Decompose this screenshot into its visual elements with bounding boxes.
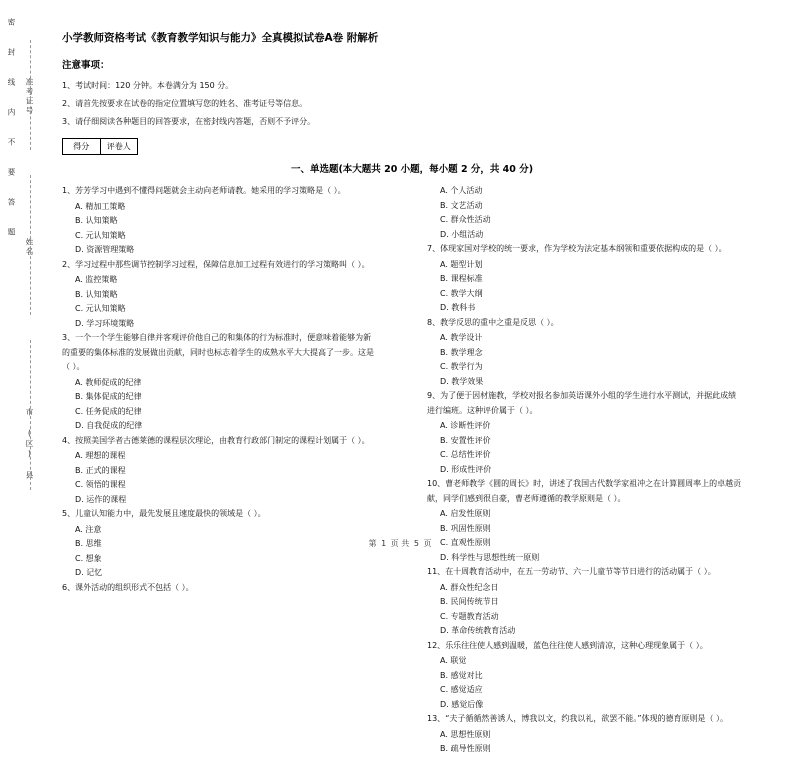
option-item: D. 资源管理策略 xyxy=(75,245,135,254)
question-stem: 10、曹老师教学《圆的周长》时，讲述了我国古代数学家祖冲之在计算圆周率上的卓越贡献，同学们感到很自豪，曹老师遵循的教学原则是（ ）。 xyxy=(427,479,742,503)
section-title: 一、单选题(本大题共 20 小题，每小题 2 分，共 40 分) xyxy=(290,164,534,175)
option-item: A. 联觉 xyxy=(440,656,467,665)
option-item: D. 记忆 xyxy=(75,568,103,577)
option-item: A. 教学设计 xyxy=(440,333,483,342)
option-item: B. 民间传统节日 xyxy=(440,597,499,606)
option-item: C. 专题教育活动 xyxy=(440,611,499,621)
option-item: B. 教学理念 xyxy=(440,347,483,357)
option-item: B. 巩固性原则 xyxy=(440,523,491,533)
option-item: B. 课程标准 xyxy=(440,274,483,283)
footer-page-number: 1 xyxy=(381,539,387,548)
question-stem: 3、一个一个学生能够自律并客观评价他自己的和集体的行为标准时，便意味着能够为新的重要的集体标准的发展做出贡献，同时也标志着学生的成熟水平大大提高了一步。这是（ ）。 xyxy=(62,333,374,371)
option-item: B. 疏导性原则 xyxy=(440,744,491,753)
page-left-margin xyxy=(0,0,40,565)
option-item: A. 诊断性评价 xyxy=(440,421,491,430)
option-item: A. 注意 xyxy=(75,524,102,534)
question-stem: 11、在十周教育活动中，在五一劳动节、六一儿童节等节日进行的活动属于（ ）。 xyxy=(427,567,716,576)
two-column-body xyxy=(62,184,762,753)
option-item: B. 安置性评价 xyxy=(440,435,491,445)
note-item: 3、请仔细阅读各种题目的回答要求，在密封线内答题，否则不予评分。 xyxy=(62,117,316,126)
option-item: C. 教学行为 xyxy=(440,362,483,371)
marker-label: 评卷人 xyxy=(106,142,131,151)
seal-text-0: 密 xyxy=(7,18,16,29)
option-item: A. 题型计划 xyxy=(440,259,483,269)
option-item: D. 教科书 xyxy=(440,303,476,312)
option-item: C. 直观性原则 xyxy=(440,538,491,547)
option-item: B. 感觉对比 xyxy=(440,670,483,680)
question-stem: 9、为了便于因材施教，学校对报名参加英语课外小组的学生进行水平测试，并据此成绩进行编班。这种评价属于（ ）。 xyxy=(427,391,737,415)
seal-text-6: 答 xyxy=(7,198,16,209)
option-item: B. 思维 xyxy=(75,539,102,548)
option-item: C. 感觉适应 xyxy=(440,685,483,694)
field-rule-name xyxy=(30,175,31,315)
option-item: C. 任务促成的纪律 xyxy=(75,406,142,416)
option-item: C. 群众性活动 xyxy=(440,215,491,224)
option-item: D. 教学效果 xyxy=(440,376,484,386)
seal-text-4: 不 xyxy=(7,138,16,149)
option-item: C. 总结性评价 xyxy=(440,450,491,459)
option-item: B. 正式的课程 xyxy=(75,465,126,475)
seal-text-5: 要 xyxy=(7,168,16,179)
option-item: A. 监控策略 xyxy=(75,275,118,284)
note-item: 1、考试时间：120 分钟。本卷满分为 150 分。 xyxy=(62,81,234,90)
option-item: C. 教学大纲 xyxy=(440,288,483,298)
option-item: A. 启发性原则 xyxy=(440,509,491,518)
seal-text-3: 内 xyxy=(7,108,16,119)
footer-middle: 页 共 xyxy=(390,539,410,548)
footer-suffix: 页 xyxy=(423,539,432,548)
question-stem: 7、体现家国对学校的统一要求，作为学校为法定基本纲领和重要依据构成的是（ ）。 xyxy=(427,244,727,253)
question-stem: 12、乐乐往往使人感到温暖，蓝色往往使人感到清凉，这种心理现象属于（ ）。 xyxy=(427,640,708,650)
option-item: D. 学习环境策略 xyxy=(75,318,135,328)
option-item: A. 群众性纪念日 xyxy=(440,582,499,592)
option-item: A. 个人活动 xyxy=(440,186,483,195)
question-stem: 13、“夫子循循然善诱人，博我以文，约我以礼，欲罢不能。”体现的德育原则是（ ）。 xyxy=(427,714,729,723)
field-rule-exam-number xyxy=(30,40,31,150)
option-item: D. 感觉后像 xyxy=(440,699,484,709)
page-footer xyxy=(0,538,800,549)
footer-total-pages: 5 xyxy=(413,539,419,548)
option-item: A. 教师促成的纪律 xyxy=(75,377,142,387)
option-item: D. 自我促成的纪律 xyxy=(75,421,143,430)
option-item: B. 认知策略 xyxy=(75,289,118,299)
option-item: A. 理想的课程 xyxy=(75,451,126,460)
question-stem: 1、芳芳学习中遇到不懂得问题就会主动向老师请教。她采用的学习策略是（ ）。 xyxy=(62,186,346,195)
field-label-name: 姓名 xyxy=(25,238,34,257)
option-item: B. 认知策略 xyxy=(75,216,118,225)
option-item: B. 文艺活动 xyxy=(440,200,483,210)
option-item: D. 运作的课程 xyxy=(75,494,127,504)
option-item: B. 集体促成的纪律 xyxy=(75,392,142,401)
option-item: D. 科学性与思想性统一原则 xyxy=(440,552,540,562)
field-label-exam-number: 准考证号 xyxy=(25,78,34,116)
option-item: C. 元认知策略 xyxy=(75,304,126,313)
question-stem: 4、按照美国学者古德莱德的课程层次理论，由教育行政部门制定的课程计划属于（ ）。 xyxy=(62,435,370,445)
option-item: D. 革命传统教育活动 xyxy=(440,626,516,635)
option-item: C. 领悟的课程 xyxy=(75,480,126,489)
option-item: A. 思想性原则 xyxy=(440,729,491,739)
option-item: C. 想象 xyxy=(75,553,102,563)
question-stem: 8、教学反思的重中之重是反思（ ）。 xyxy=(427,317,559,327)
seal-text-2: 线 xyxy=(7,78,16,89)
column-right xyxy=(427,184,742,757)
column-left xyxy=(62,184,377,596)
option-item: D. 形成性评价 xyxy=(440,464,492,474)
page-title: 小学教师资格考试《教育教学知识与能力》全真模拟试卷A卷 附解析 xyxy=(62,32,379,44)
field-label-city-district: 市 (区) 县 xyxy=(25,408,34,481)
question-stem: 6、课外活动的组织形式不包括（ ）。 xyxy=(62,582,194,592)
score-box xyxy=(62,138,138,155)
question-stem: 5、儿童认知能力中，最先发展且速度最快的领域是（ ）。 xyxy=(62,509,266,518)
option-item: A. 精加工策略 xyxy=(75,201,126,211)
note-item: 2、请首先按要求在试卷的指定位置填写您的姓名、准考证号等信息。 xyxy=(62,99,308,108)
question-stem: 2、学习过程中那些调节控制学习过程，保障信息加工过程有效进行的学习策略叫（ ）。 xyxy=(62,259,370,269)
notes-heading: 注意事项： xyxy=(62,60,110,71)
score-label: 得分 xyxy=(63,139,101,154)
option-item: D. 小组活动 xyxy=(440,229,484,239)
footer-prefix: 第 xyxy=(368,539,377,548)
field-rule-city xyxy=(30,340,31,490)
seal-text-7: 题 xyxy=(7,228,16,239)
option-item: C. 元认知策略 xyxy=(75,230,126,240)
seal-text-1: 封 xyxy=(7,48,16,59)
